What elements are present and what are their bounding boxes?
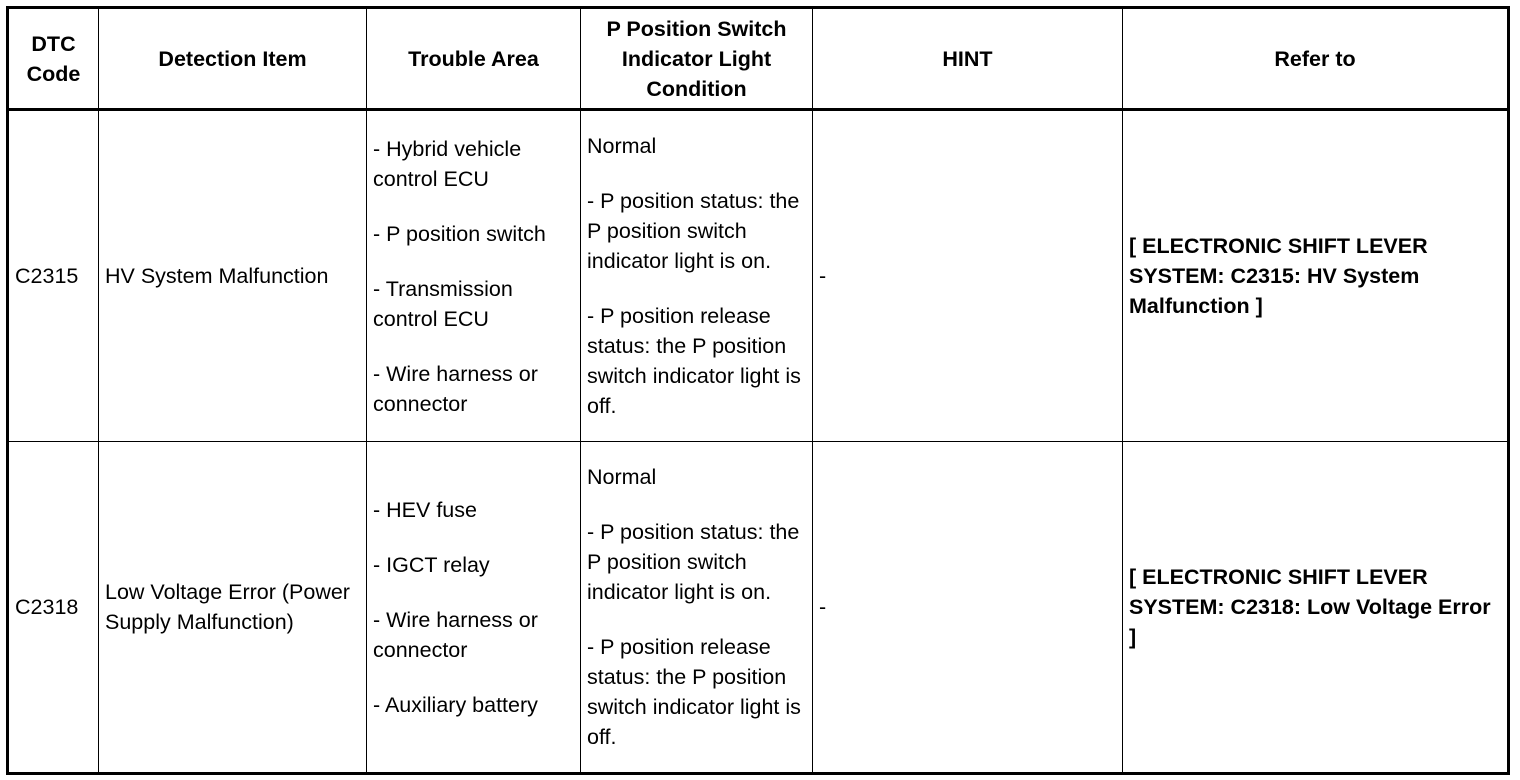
trouble-area-cell: [367, 110, 581, 442]
indicator-condition-cell: [581, 442, 813, 774]
header-row: [8, 8, 1509, 110]
dtc-code-cell: C2315: [8, 110, 99, 442]
trouble-area-item: - IGCT relay: [373, 552, 490, 577]
header-hint: HINT: [813, 8, 1123, 110]
hint-cell: -: [813, 442, 1123, 774]
header-trouble-area: Trouble Area: [367, 8, 581, 110]
trouble-area-item: - Transmission control ECU: [373, 276, 513, 331]
detection-item-cell: HV System Malfunction: [99, 110, 367, 442]
refer-to-link[interactable]: [ ELECTRONIC SHIFT LEVER SYSTEM: C2315: HV System Malfunction ]: [1123, 110, 1509, 442]
header-detection-item: Detection Item: [99, 8, 367, 110]
table-row: [8, 442, 1509, 774]
trouble-area-item: - HEV fuse: [373, 497, 477, 522]
header-indicator-condition: P Position Switch Indicator Light Condition: [581, 8, 813, 110]
condition-p-release: - P position release status: the P position switch indicator light is off.: [587, 635, 801, 749]
condition-p-status: - P position status: the P position switch indicator light is on.: [587, 189, 800, 273]
trouble-area-cell: [367, 442, 581, 774]
trouble-area-item: - Auxiliary battery: [373, 692, 538, 717]
trouble-area-item: - Wire harness or connector: [373, 607, 538, 662]
condition-normal: Normal: [587, 134, 657, 158]
condition-p-release: - P position release status: the P position switch indicator light is off.: [587, 304, 801, 418]
dtc-code-cell: C2318: [8, 442, 99, 774]
indicator-condition-cell: [581, 110, 813, 442]
refer-to-link[interactable]: [ ELECTRONIC SHIFT LEVER SYSTEM: C2318: Low Voltage Error ]: [1123, 442, 1509, 774]
table-row: [8, 110, 1509, 442]
detection-item-cell: Low Voltage Error (Power Supply Malfunction): [99, 442, 367, 774]
condition-normal: Normal: [587, 465, 657, 489]
header-dtc-code: DTC Code: [8, 8, 99, 110]
dtc-table: [6, 6, 1510, 775]
trouble-area-item: - P position switch: [373, 221, 546, 246]
hint-cell: -: [813, 110, 1123, 442]
header-refer-to: Refer to: [1123, 8, 1509, 110]
condition-p-status: - P position status: the P position switch indicator light is on.: [587, 520, 800, 604]
trouble-area-item: - Wire harness or connector: [373, 361, 538, 416]
trouble-area-item: - Hybrid vehicle control ECU: [373, 136, 522, 191]
